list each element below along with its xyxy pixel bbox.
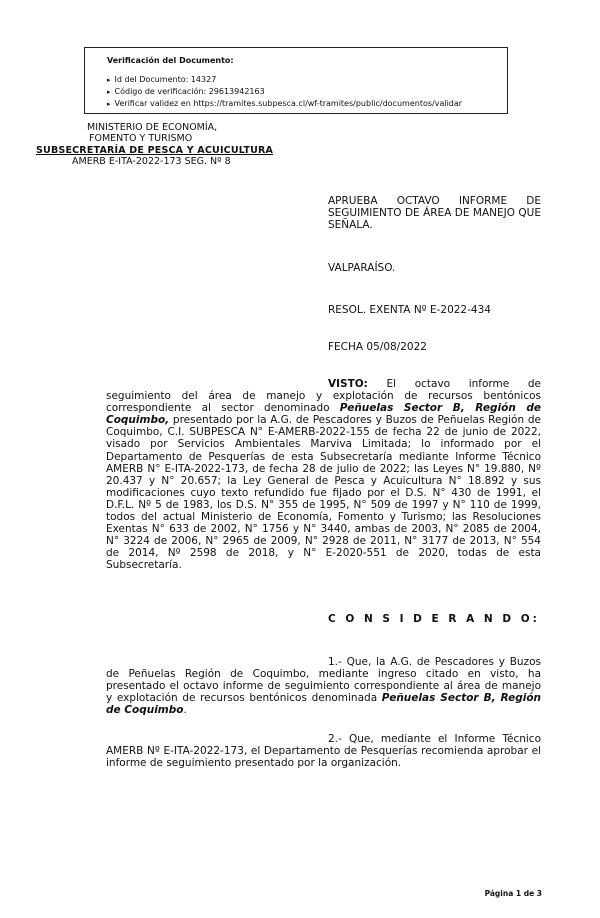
- resolution-title: APRUEBA OCTAVO INFORME DE SEGUIMIENTO DE ÁREA DE MANEJO QUE SEÑALA.: [328, 195, 541, 231]
- visto-text-2: presentado por la A.G. de Pescadores y Buzos de Peñuelas Región de Coquimbo, C.I. SUBPESCA N° E-AMERB-2022-155 de fecha 22 de junio de 2022, visado por Servicios Ambientales Marviva Limitada; lo informado por el Departamento de Pesquerías de esta Subsecretaría mediante Informe Técnico AMERB N° E-ITA-2022-173, de fecha 28 de julio de 2022; las Leyes N° 19.880, Nº 20.437 y N° 20.657; la Ley General de Pesca y Acuicultura N° 18.892 y sus modificaciones cuyo texto refundido fue fijado por el D.S. N° 430 de 1991, el D.F.L. Nº 5 de 1983, los D.S. N° 355 de 1995, N° 509 de 1997 y N° 110 de 1999, todos del actual Ministerio de Economía, Fomento y Turismo; las Resoluciones Exentas N° 633 de 2002, N° 1756 y N° 3440, ambas de 2003, N° 2085 de 2004, N° 3224 de 2006, N° 2965 de 2009, N° 2928 de 2011, N° 3177 de 2013, N° 554 de 2014, Nº 2598 de 2018, y N° E-2020-551 de 2020, todas de esta Subsecretaría.: [106, 414, 541, 572]
- considerando-heading: C O N S I D E R A N D O:: [328, 613, 540, 625]
- verification-title: Verificación del Documento:: [107, 56, 234, 65]
- document-reference: AMERB E-ITA-2022-173 SEG. Nº 8: [72, 156, 231, 167]
- ministry-line1: MINISTERIO DE ECONOMÍA,: [87, 122, 218, 133]
- visto-paragraph: [106, 378, 541, 572]
- verification-code: ▸ Código de verificación: 29613942163: [107, 86, 507, 98]
- resolution-city: VALPARAÍSO.: [328, 262, 396, 274]
- verification-id: ▸ Id del Documento: 14327: [107, 74, 507, 86]
- visto-sector: Peñuelas Sector B, Región de Coquimbo,: [106, 402, 541, 427]
- considerando-item-2: 2.- Que, mediante el Informe Técnico AMERB Nº E-ITA-2022-173, el Departamento de Pesquerías recomienda aprobar el informe de seguimiento presentado por la organización.: [106, 733, 541, 770]
- resolution-number: RESOL. EXENTA Nº E-2022-434: [328, 304, 491, 316]
- visto-text-1: El octavo informe de seguimiento del área de manejo y explotación de recursos bentónicos correspondiente al sector denominado: [106, 378, 541, 415]
- page-number: Página 1 de 3: [484, 889, 542, 898]
- considerando-1-text: 1.- Que, la A.G. de Pescadores y Buzos de Peñuelas Región de Coquimbo, mediante ingreso citado en visto, ha presentado el octavo informe de seguimiento correspondiente al área de manejo y explotación de recursos bentónicos denominada: [106, 656, 541, 705]
- considerando-1-sector: Peñuelas Sector B, Región de Coquimbo: [106, 692, 542, 717]
- verification-url[interactable]: ▸ Verificar validez en https://tramites.subpesca.cl/wf-tramites/public/documentos/validar: [107, 98, 507, 110]
- considerando-item-1: [106, 656, 541, 716]
- ministry-line2: FOMENTO Y TURISMO: [89, 133, 193, 144]
- considerando-1-end: .: [183, 704, 187, 717]
- verification-box: [84, 47, 508, 114]
- verification-list: [107, 74, 507, 110]
- visto-label: VISTO:: [328, 378, 368, 390]
- subsecretaria-name: SUBSECRETARÍA DE PESCA Y ACUICULTURA: [36, 145, 274, 156]
- resolution-date: FECHA 05/08/2022: [328, 341, 427, 353]
